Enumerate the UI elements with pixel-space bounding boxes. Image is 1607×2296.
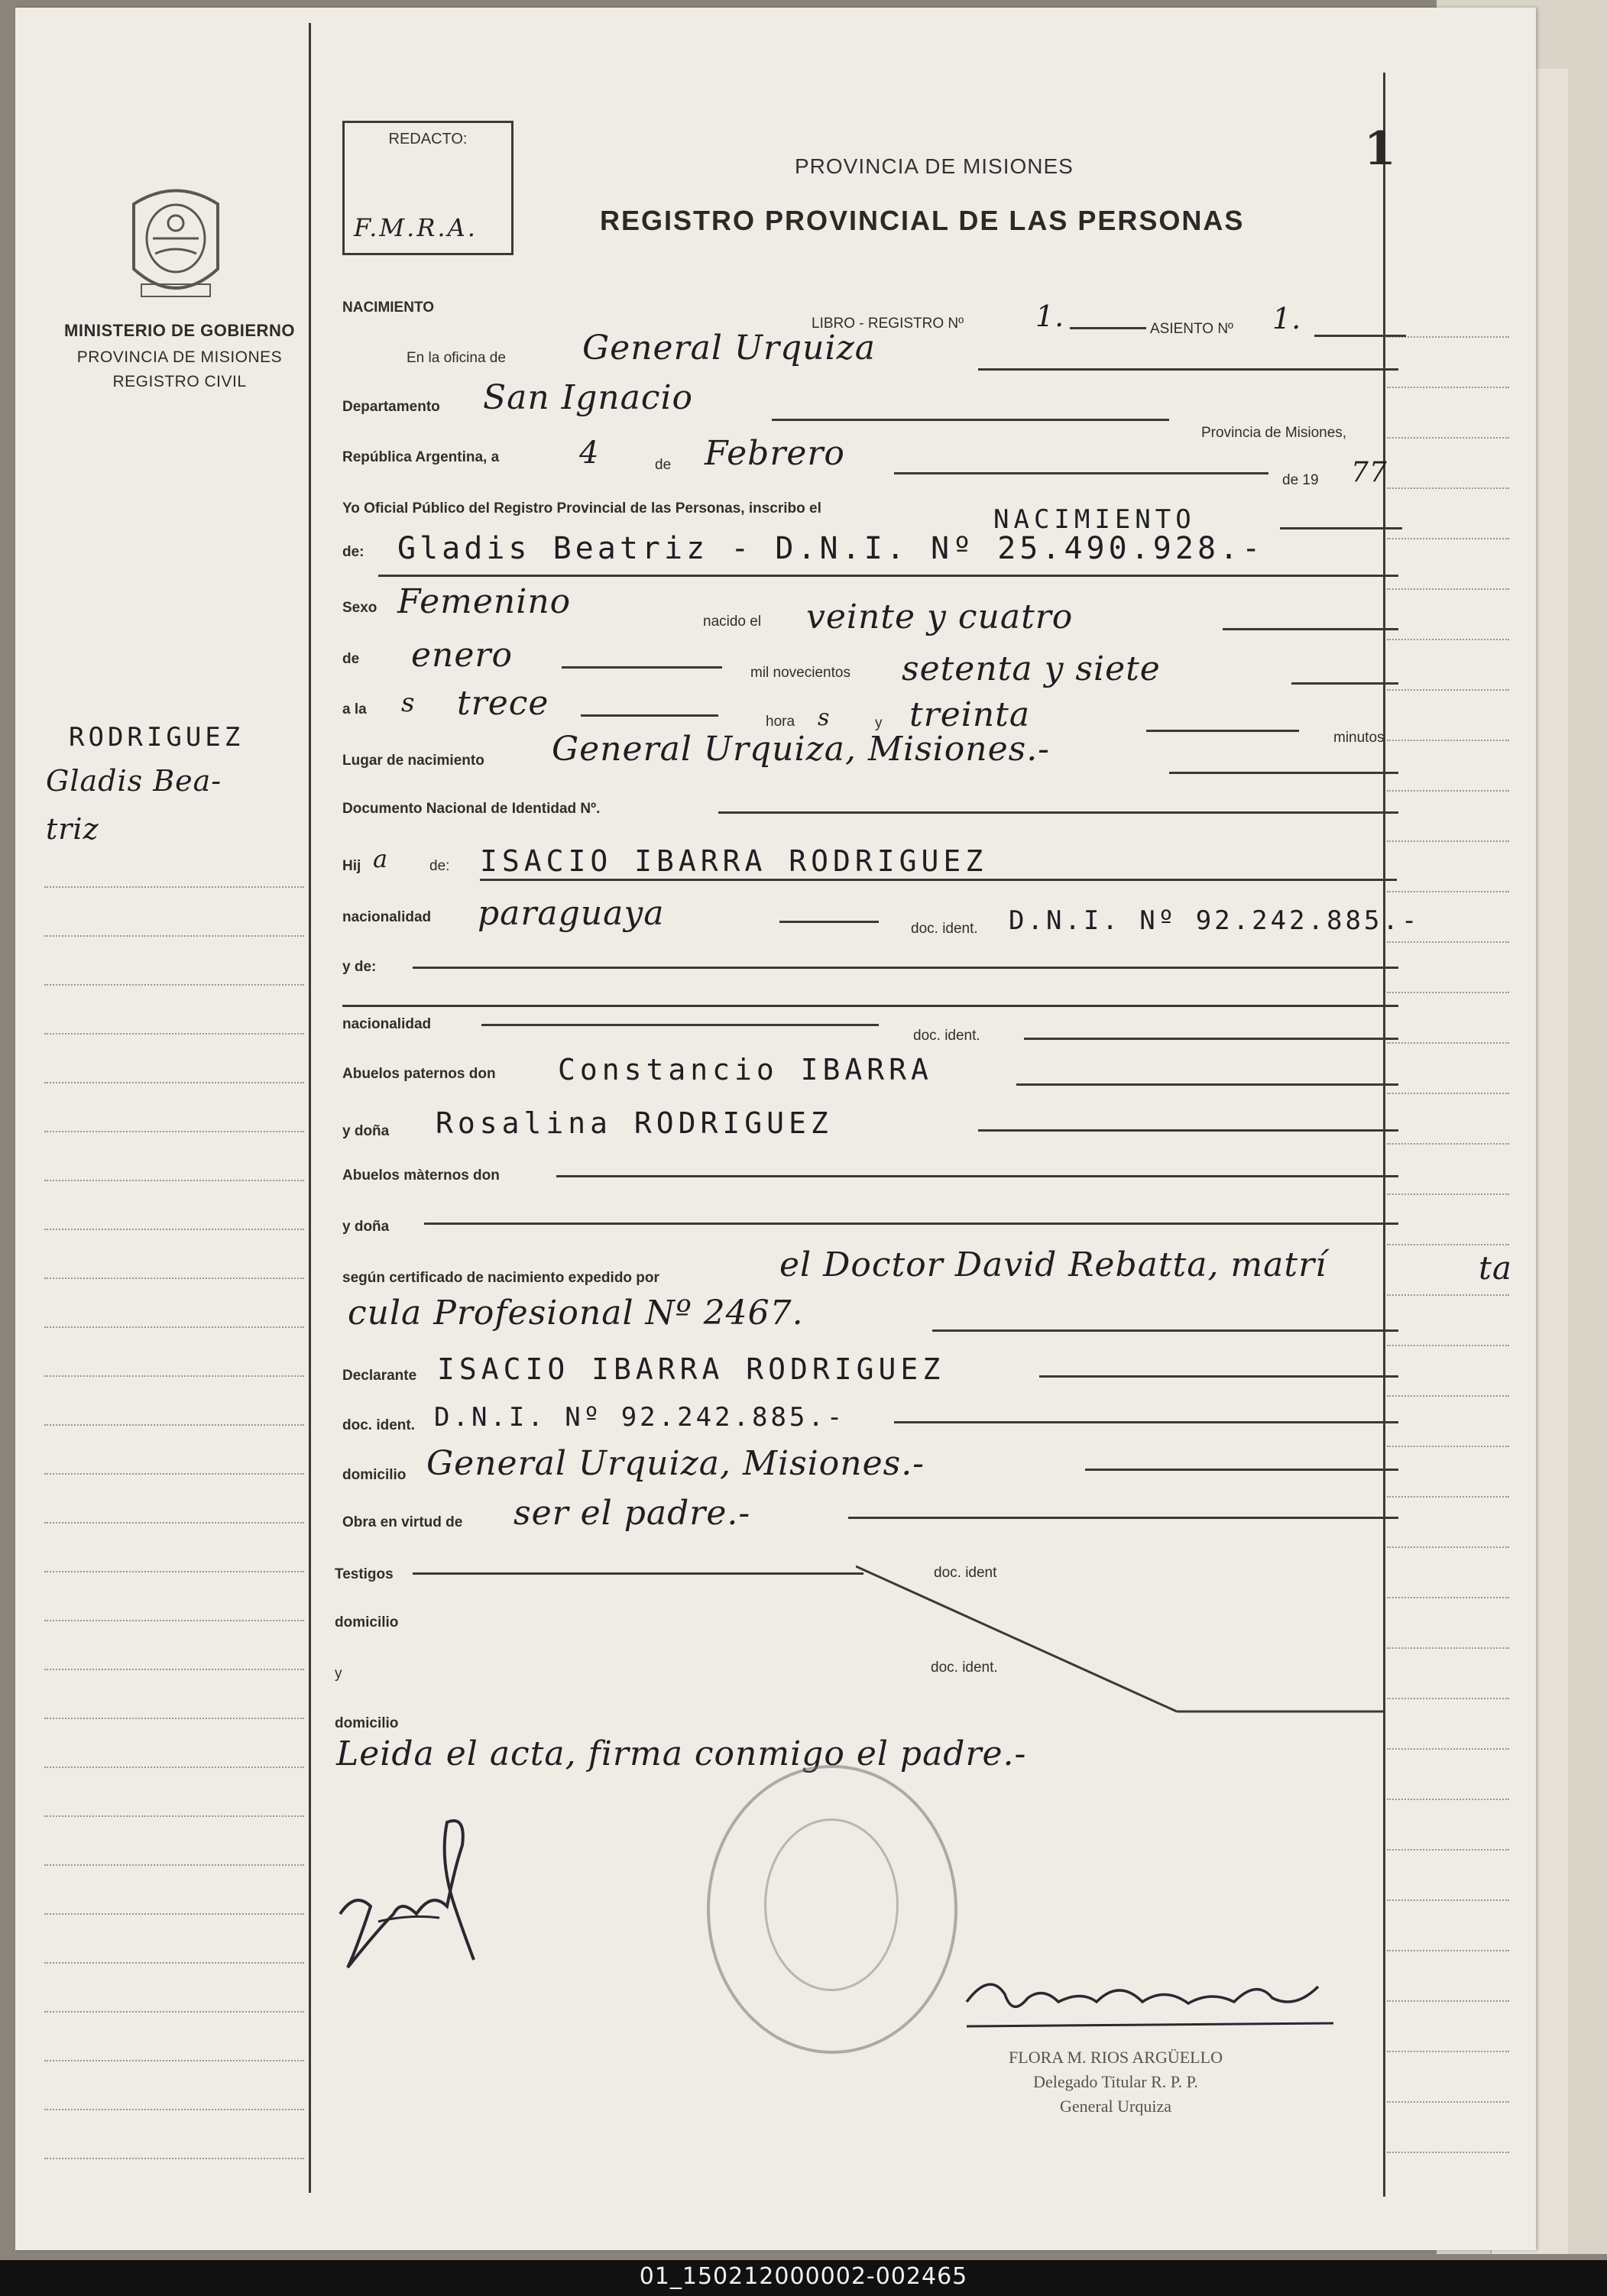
margin-ruled-line: [44, 1913, 304, 1915]
rule-asiento: [1314, 335, 1406, 337]
right-ruled-line: [1387, 387, 1509, 388]
label-provincia-misiones: Provincia de Misiones,: [1201, 425, 1347, 441]
margin-ruled-line: [44, 2011, 304, 2013]
value-certificado-2: cula Profesional Nº 2467.: [348, 1294, 804, 1333]
registry-title: REGISTRO PROVINCIAL DE LAS PERSONAS: [600, 205, 1245, 236]
right-ruled-line: [1387, 689, 1509, 691]
value-lugar: General Urquiza, Misiones.-: [552, 730, 1051, 769]
label-hora: hora: [766, 714, 795, 730]
margin-note-surname: RODRIGUEZ: [69, 722, 245, 753]
official-location: General Urquiza: [1060, 2097, 1171, 2116]
margin-ruled-line: [44, 1522, 304, 1524]
margin-ruled-line: [44, 1864, 304, 1866]
rule-nacionalidad: [779, 921, 879, 923]
value-mes: Febrero: [705, 434, 845, 473]
margin-ruled-line: [44, 1718, 304, 1719]
label-y-dona-2: y doña: [342, 1219, 390, 1235]
label-mil-novecientos: mil novecientos: [750, 665, 850, 681]
right-ruled-line: [1387, 487, 1509, 489]
label-y-dona: y doña: [342, 1123, 390, 1139]
label-doc-ident-4: doc. ident: [934, 1565, 997, 1581]
value-domicilio: General Urquiza, Misiones.-: [426, 1444, 925, 1483]
ministry-registry: REGISTRO CIVIL: [112, 373, 247, 390]
right-ruled-line: [1387, 437, 1509, 439]
margin-ruled-line: [44, 1131, 304, 1132]
ministry-heading: [53, 321, 306, 391]
label-de-mes: de: [655, 457, 672, 473]
label-departamento: Departamento: [342, 399, 440, 415]
rule-mes: [894, 472, 1268, 474]
margin-note-name: Gladis Bea-: [46, 764, 222, 798]
value-padre: ISACIO IBARRA RODRIGUEZ: [480, 844, 988, 878]
margin-ruled-line: [44, 1278, 304, 1279]
margin-ruled-line: [44, 1229, 304, 1230]
value-acto: NACIMIENTO: [993, 504, 1196, 535]
margin-ruled-line: [44, 935, 304, 937]
page-number: 1: [1364, 122, 1396, 176]
value-doc-declarante: D.N.I. Nº 92.242.885.-: [434, 1402, 846, 1433]
rule-libro: [1070, 327, 1146, 329]
redacto-label: REDACTO:: [388, 131, 468, 147]
right-ruled-line: [1387, 1345, 1509, 1346]
right-ruled-line: [1387, 1244, 1509, 1245]
file-id: 01_150212000002-002465: [639, 2263, 968, 2290]
right-ruled-line: [1387, 1698, 1509, 1699]
margin-ruled-line: [44, 1033, 304, 1035]
redacto-box: [342, 121, 514, 255]
rule-nacionalidad-2: [481, 1024, 879, 1026]
rule-obra: [848, 1517, 1398, 1519]
value-hij-suffix: a: [373, 844, 389, 873]
label-hij: Hij: [342, 858, 361, 874]
ministry-province: PROVINCIA DE MISIONES: [76, 348, 283, 366]
value-hora: trece: [457, 684, 549, 723]
right-ruled-line: [1387, 1950, 1509, 1951]
label-nacionalidad-2: nacionalidad: [342, 1016, 432, 1032]
rule-certificado-2: [932, 1329, 1398, 1332]
margin-ruled-line: [44, 1571, 304, 1572]
label-doc-ident-2: doc. ident.: [913, 1028, 980, 1044]
label-segun: según certificado de nacimiento expedido por: [342, 1270, 659, 1286]
right-ruled-line: [1387, 2152, 1509, 2153]
testigos-strikethrough: [856, 1559, 1391, 1719]
rule-doc-declarante: [894, 1421, 1398, 1423]
rule-documento: [718, 811, 1398, 814]
right-ruled-line: [1387, 1899, 1509, 1901]
right-ruled-line: [1387, 1042, 1509, 1044]
rule-abuela-paterna: [978, 1129, 1398, 1132]
margin-ruled-line: [44, 1767, 304, 1768]
label-minutos: minutos: [1333, 730, 1385, 746]
official-signature: [959, 1956, 1341, 2040]
redacto-initials: F.M.R.A.: [354, 213, 478, 242]
value-nota-final: Leida el acta, firma conmigo el padre.-: [336, 1734, 1027, 1773]
rule-acto: [1280, 527, 1402, 529]
rule-lugar: [1169, 772, 1398, 774]
label-nacionalidad: nacionalidad: [342, 909, 432, 925]
right-ruled-line: [1387, 1799, 1509, 1800]
margin-ruled-line: [44, 1424, 304, 1426]
label-obra: Obra en virtud de: [342, 1514, 463, 1530]
value-oficina: General Urquiza: [582, 329, 876, 368]
right-ruled-line: [1387, 1597, 1509, 1598]
value-obra: ser el padre.-: [514, 1494, 751, 1533]
right-ruled-line: [1387, 941, 1509, 943]
declarant-signature: [332, 1799, 485, 1975]
value-anio: 77: [1351, 457, 1388, 488]
label-declarante: Declarante: [342, 1368, 417, 1384]
value-nacido-el: veinte y cuatro: [806, 597, 1074, 636]
label-y-de: y de:: [342, 959, 377, 975]
right-ruled-line: [1387, 1143, 1509, 1145]
value-a-la-s: s: [401, 688, 416, 718]
value-minutos: treinta: [909, 695, 1031, 734]
right-ruled-line: [1387, 1093, 1509, 1094]
official-name: FLORA M. RIOS ARGÜELLO: [1009, 2048, 1223, 2067]
label-yo-oficial: Yo Oficial Público del Registro Provincial de las Personas, inscribo el: [342, 500, 821, 517]
margin-ruled-line: [44, 984, 304, 986]
label-oficina: En la oficina de: [407, 350, 506, 366]
margin-ruled-line: [44, 2158, 304, 2159]
label-lugar: Lugar de nacimiento: [342, 753, 484, 769]
province-title: PROVINCIA DE MISIONES: [795, 154, 1074, 178]
left-margin-rule: [309, 23, 311, 2193]
value-doc-padre: D.N.I. Nº 92.242.885.-: [1009, 905, 1421, 936]
margin-ruled-line: [44, 1669, 304, 1670]
rule-nacido-el: [1223, 628, 1398, 630]
rule-doc-ident-2: [1024, 1038, 1398, 1040]
label-domicilio-3: domicilio: [335, 1715, 399, 1731]
value-sexo: Femenino: [397, 582, 572, 621]
label-domicilio-2: domicilio: [335, 1614, 399, 1631]
margin-ruled-line: [44, 886, 304, 888]
margin-ruled-line: [44, 1620, 304, 1621]
rule-y-dona-2: [424, 1222, 1398, 1225]
margin-ruled-line: [44, 1326, 304, 1328]
rule-departamento: [772, 419, 1169, 421]
label-domicilio: domicilio: [342, 1467, 407, 1483]
right-ruled-line: [1387, 1647, 1509, 1649]
right-ruled-line: [1387, 639, 1509, 640]
label-nacimiento: NACIMIENTO: [342, 300, 434, 316]
value-certificado: el Doctor David Rebatta, matrí: [779, 1245, 1327, 1284]
right-ruled-line: [1387, 992, 1509, 993]
label-y-minutos: y: [875, 715, 883, 731]
margin-ruled-line: [44, 1180, 304, 1181]
label-libro: LIBRO - REGISTRO Nº: [812, 316, 964, 332]
rule-padre: [480, 879, 1397, 881]
value-dia: 4: [579, 436, 600, 471]
right-ruled-line: [1387, 891, 1509, 892]
value-nacionalidad: paraguaya: [478, 894, 665, 933]
right-ruled-line: [1387, 1395, 1509, 1397]
rule-y-de: [413, 967, 1398, 969]
label-y-2: y: [335, 1666, 342, 1682]
value-hora-s: s: [818, 704, 831, 731]
label-de-anio: de 19: [1282, 472, 1319, 488]
value-libro: 1.: [1035, 300, 1065, 333]
label-nacido-el: nacido el: [703, 614, 762, 630]
value-mes-nac: enero: [411, 636, 513, 675]
right-ruled-line: [1387, 790, 1509, 792]
value-abuelo-paterno: Constancio IBARRA: [558, 1053, 933, 1086]
value-declarante: ISACIO IBARRA RODRIGUEZ: [437, 1352, 945, 1386]
label-de-nombre: de:: [342, 544, 364, 560]
label-abuelos-paternos: Abuelos paternos don: [342, 1066, 496, 1082]
label-de-mes-nac: de: [342, 651, 360, 667]
right-ruled-line: [1387, 1546, 1509, 1548]
margin-ruled-line: [44, 1375, 304, 1377]
value-nombre: Gladis Beatriz - D.N.I. Nº 25.490.928.-: [397, 531, 1265, 566]
ministry-name: MINISTERIO DE GOBIERNO: [64, 321, 295, 340]
rule-nombre: [378, 575, 1398, 577]
right-ruled-line: [1387, 1496, 1509, 1498]
rule-abuelos-maternos: [556, 1175, 1398, 1177]
right-ruled-line: [1387, 840, 1509, 842]
label-a-la: a la: [342, 701, 367, 717]
right-ruled-line: [1387, 2000, 1509, 2002]
rule-oficina: [978, 368, 1398, 371]
margin-ruled-line: [44, 1815, 304, 1817]
province-seal-icon: [118, 177, 233, 307]
label-doc-ident-5: doc. ident.: [931, 1660, 998, 1676]
right-ruled-line: [1387, 1849, 1509, 1851]
label-doc-ident-3: doc. ident.: [342, 1417, 415, 1433]
right-ruled-line: [1387, 740, 1509, 741]
label-testigos: Testigos: [335, 1566, 394, 1582]
value-abuela-paterna: Rosalina RODRIGUEZ: [436, 1106, 833, 1140]
rule-declarante: [1039, 1375, 1398, 1378]
stamp-inner-seal: [764, 1818, 899, 1991]
label-asiento: ASIENTO Nº: [1150, 321, 1233, 337]
label-republica: República Argentina, a: [342, 449, 500, 465]
margin-ruled-line: [44, 2060, 304, 2061]
right-edge-fragment: ta: [1479, 1249, 1512, 1287]
right-ruled-line: [1387, 1748, 1509, 1750]
right-ruled-line: [1387, 1193, 1509, 1195]
rule-minutos: [1146, 730, 1299, 732]
right-ruled-line: [1387, 2051, 1509, 2052]
rule-domicilio: [1085, 1469, 1398, 1471]
rule-y-de-2: [342, 1005, 1398, 1007]
rule-testigos: [413, 1572, 863, 1575]
right-ruled-line: [1387, 538, 1509, 539]
margin-ruled-line: [44, 1473, 304, 1475]
rule-mes-nac: [562, 666, 722, 669]
margin-note-name-cont: triz: [46, 812, 99, 846]
right-ruled-line: [1387, 1294, 1509, 1296]
margin-ruled-line: [44, 2109, 304, 2110]
right-ruled-line: [1387, 2101, 1509, 2103]
value-departamento: San Ignacio: [483, 378, 694, 417]
right-ruled-line: [1387, 1446, 1509, 1447]
rule-hora: [581, 714, 718, 717]
label-hij-de: de:: [429, 858, 450, 874]
label-documento: Documento Nacional de Identidad Nº.: [342, 801, 601, 817]
margin-ruled-line: [44, 1082, 304, 1083]
value-anio-nac: setenta y siete: [902, 649, 1161, 688]
rule-abuelo-paterno: [1016, 1083, 1398, 1086]
label-sexo: Sexo: [342, 600, 377, 616]
label-doc-ident: doc. ident.: [911, 921, 978, 937]
value-asiento: 1.: [1272, 302, 1302, 335]
official-title: Delegado Titular R. P. P.: [1033, 2072, 1198, 2091]
right-ruled-line: [1387, 588, 1509, 590]
label-abuelos-maternos: Abuelos màternos don: [342, 1167, 500, 1184]
right-margin-rule: [1383, 73, 1385, 2197]
margin-ruled-line: [44, 1962, 304, 1964]
rule-anio-nac: [1291, 682, 1398, 685]
